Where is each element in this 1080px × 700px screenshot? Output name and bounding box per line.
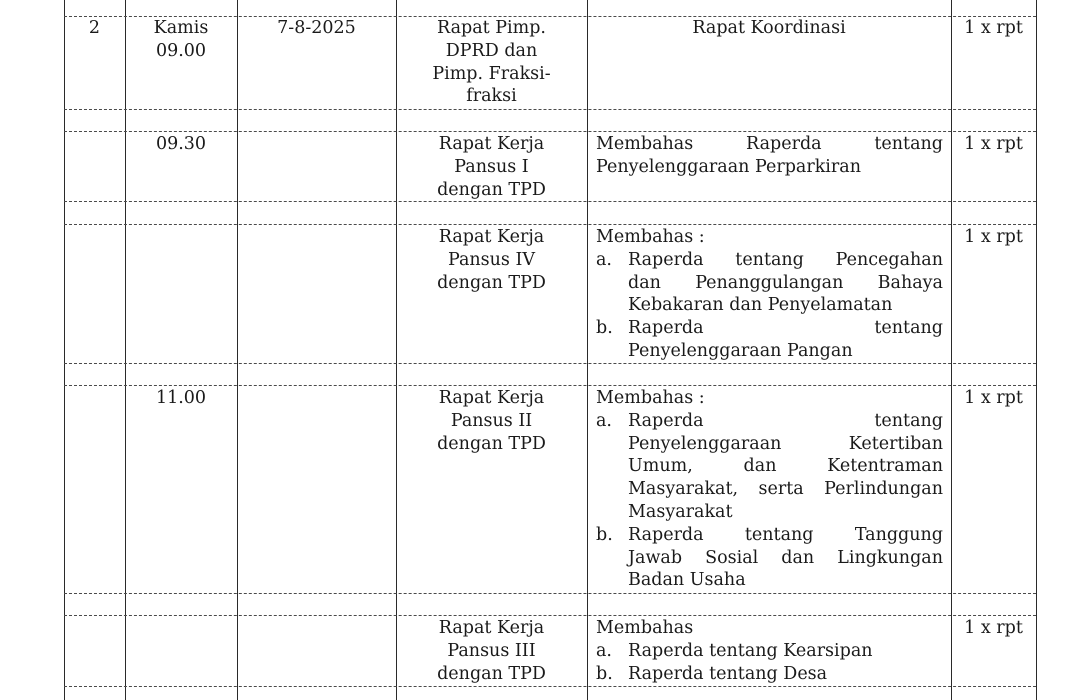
row-separator bbox=[64, 686, 1036, 687]
agenda-cell: Membahas a. Raperda tentang Kearsipan b. Raperda tentang Desa bbox=[596, 617, 943, 685]
activity-cell: Rapat Pimp. DPRD dan Pimp. Fraksi- fraksi bbox=[432, 18, 551, 107]
column-border bbox=[587, 0, 588, 700]
quantity-cell: 1 x rpt bbox=[964, 18, 1023, 38]
agenda-item: b. Raperda tentang Tanggung Jawab Sosial dan Lingkungan Badan Usaha bbox=[596, 524, 943, 591]
agenda-cell: Membahas : a. Raperda tentang Pencegahan dan Penanggulangan Bahaya Kebakaran dan Penyelamatan b. Raperda tentang Penyelenggaraan Pangan bbox=[596, 227, 943, 361]
quantity-cell: 1 x rpt bbox=[964, 227, 1023, 247]
activity-cell: Rapat Kerja Pansus I dengan TPD bbox=[437, 134, 546, 200]
agenda-item: b. Raperda tentang Desa bbox=[596, 663, 828, 684]
agenda-cell: Rapat Koordinasi bbox=[692, 18, 846, 38]
row-separator bbox=[64, 615, 1036, 616]
day-time-cell bbox=[125, 17, 237, 63]
row-separator bbox=[64, 385, 1036, 386]
agenda-item: b. Raperda tentang Penyelenggaraan Pangan bbox=[596, 318, 943, 361]
time-cell: 11.00 bbox=[155, 388, 207, 408]
row-separator bbox=[64, 363, 1036, 364]
activity-cell: Rapat Kerja Pansus IV dengan TPD bbox=[437, 227, 546, 293]
row-separator bbox=[64, 131, 1036, 132]
row-number: 2 bbox=[88, 18, 101, 38]
activity-cell: Rapat Kerja Pansus II dengan TPD bbox=[437, 388, 546, 454]
quantity-cell: 1 x rpt bbox=[964, 618, 1023, 638]
time-cell: 09.30 bbox=[155, 134, 207, 154]
activity-cell: Rapat Kerja Pansus III dengan TPD bbox=[437, 618, 546, 684]
column-border bbox=[237, 0, 238, 700]
agenda-cell: Membahas : a. Raperda tentang Penyelenggaraan Ketertiban Umum, dan Ketentraman Masyarakat, serta Perlindungan Masyarakat b. Raperda tentang Tanggung Jawab Sosial dan Lingkungan Badan Usaha bbox=[596, 388, 943, 591]
column-border bbox=[1036, 0, 1037, 700]
agenda-item: a. Raperda tentang Kearsipan bbox=[596, 640, 873, 661]
row-separator bbox=[64, 593, 1036, 594]
row-separator bbox=[64, 224, 1036, 225]
row-separator bbox=[64, 109, 1036, 110]
quantity-cell: 1 x rpt bbox=[964, 134, 1023, 154]
agenda-cell: Membahas Raperda tentang Penyelenggaraan Perparkiran bbox=[596, 134, 943, 177]
column-border bbox=[64, 0, 65, 700]
day-text: Kamis bbox=[153, 18, 209, 38]
time-text: 09.00 bbox=[155, 40, 207, 61]
agenda-item: a. Raperda tentang Pencegahan dan Penanggulangan Bahaya Kebakaran dan Penyelamatan bbox=[596, 249, 943, 316]
quantity-cell: 1 x rpt bbox=[964, 388, 1023, 408]
date-cell: 7-8-2025 bbox=[277, 18, 356, 38]
column-border bbox=[951, 0, 952, 700]
agenda-item: a. Raperda tentang Penyelenggaraan Ketertiban Umum, dan Ketentraman Masyarakat, serta Perlindungan Masyarakat bbox=[596, 410, 943, 522]
column-border bbox=[125, 0, 126, 700]
